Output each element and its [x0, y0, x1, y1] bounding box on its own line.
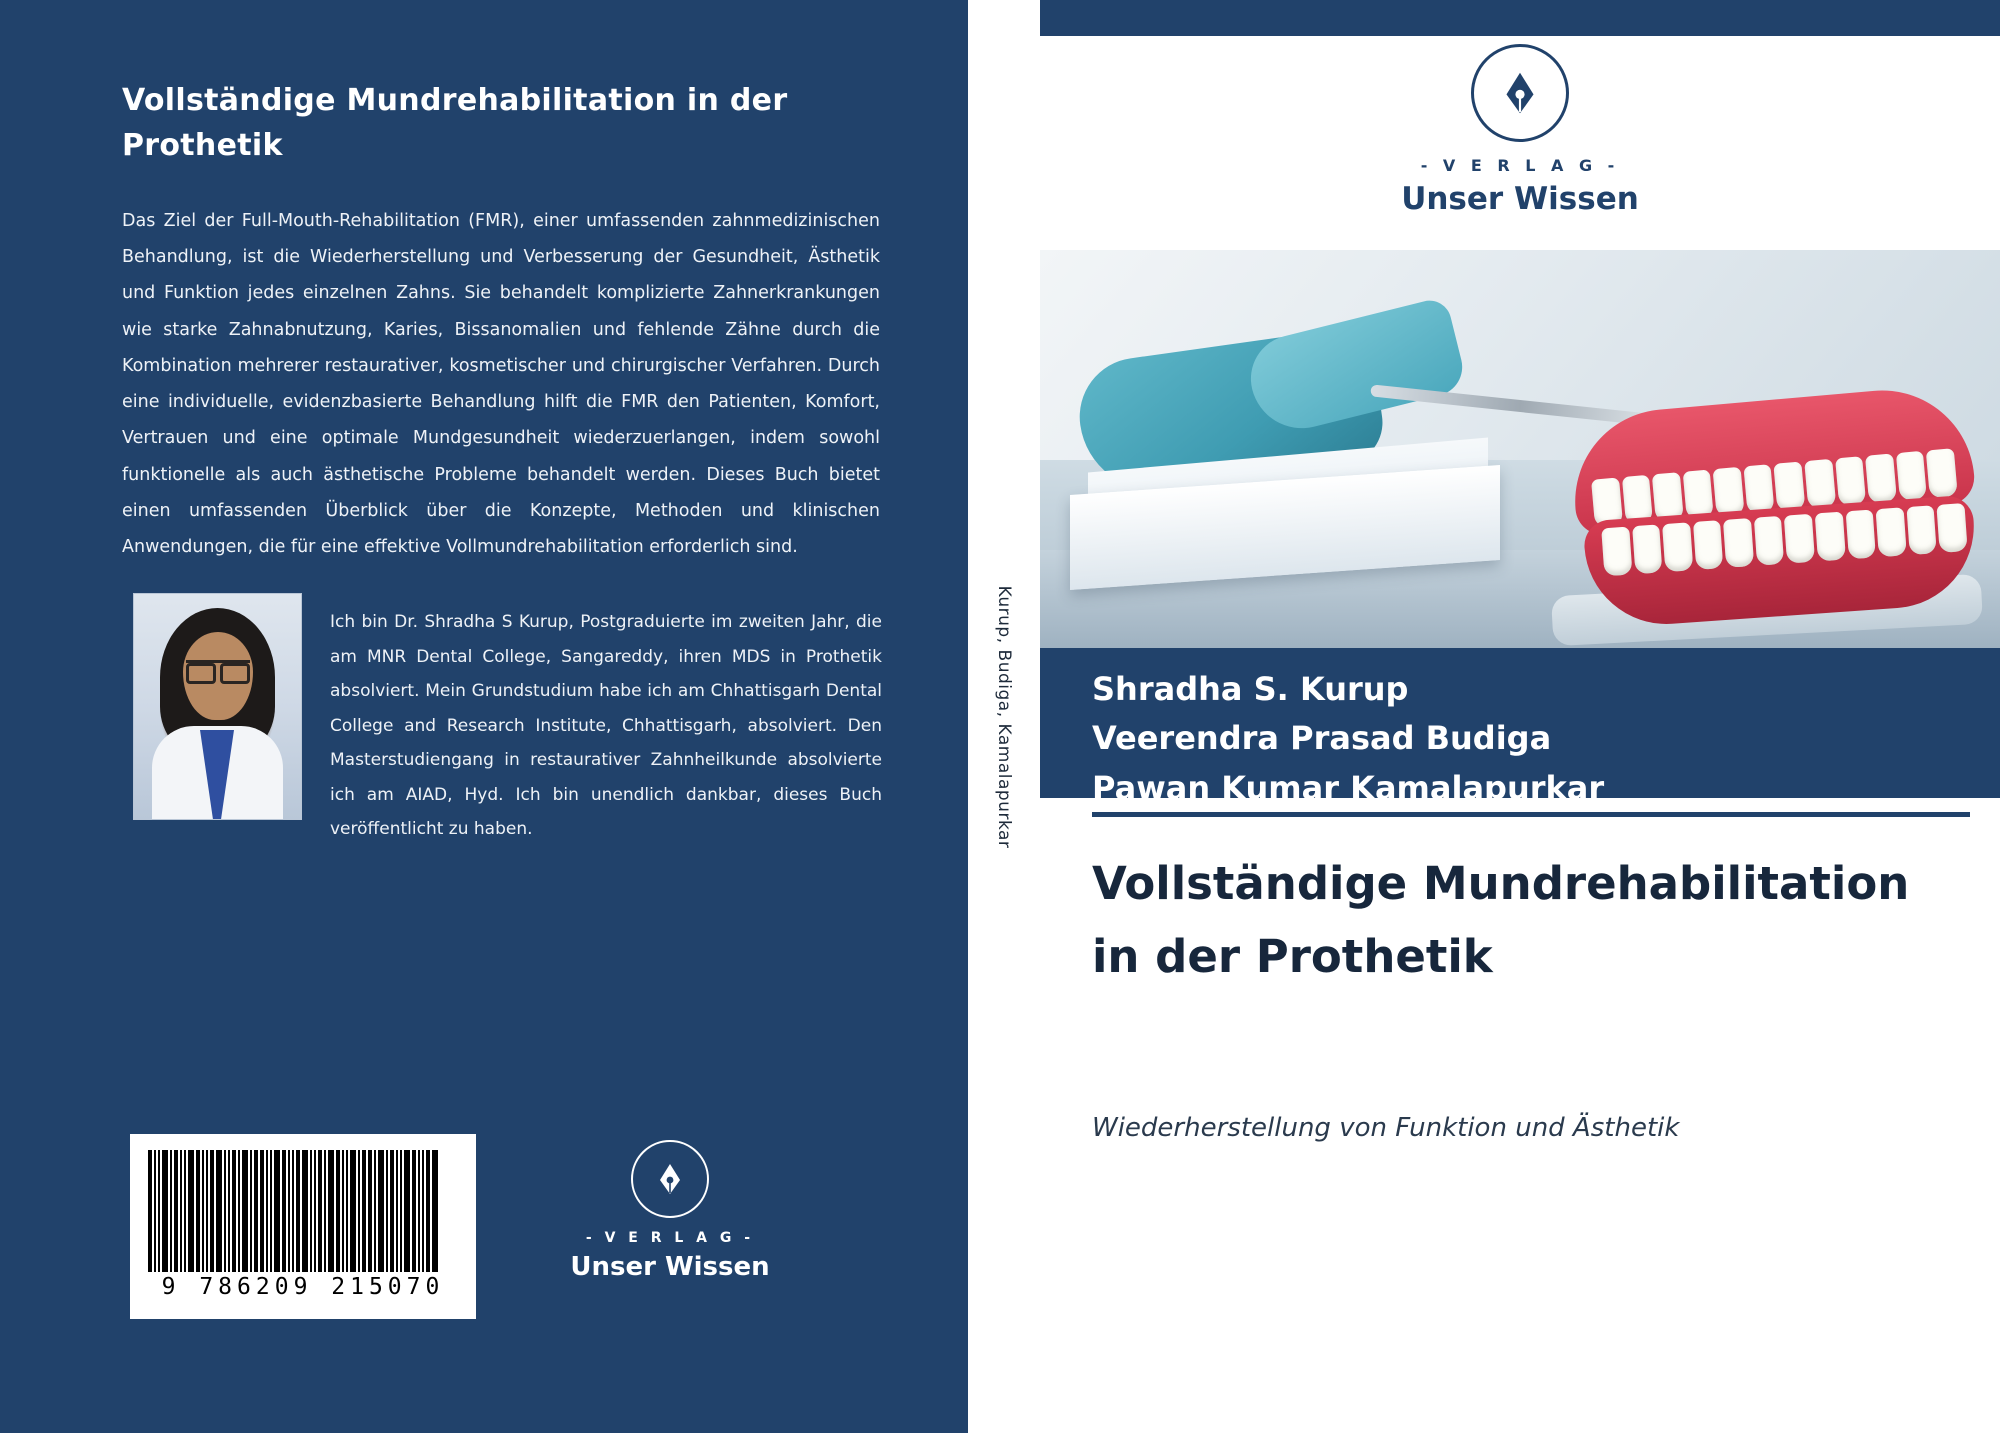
barcode-number: 9 786209 215070	[161, 1274, 445, 1300]
back-cover-description: Das Ziel der Full-Mouth-Rehabilitation (FMR), einer umfassenden zahnmedizinischen Behandlung, ist die Wiederherstellung und Verbesserung der Gesundheit, Ästhetik und Funktion jedes einzelnen Zahns. Sie behandelt komplizierte Zahnerkrankungen wie starke Zahnabnutzung, Karies, Bissanomalien und fehlende Zähne durch die Kombination mehrerer restaurativer, kosmetischer und chirurgischer Verfahren. Durch eine individuelle, evidenzbasierte Behandlung hilft die FMR den Patienten, Komfort, Vertrauen und eine optimale Mundgesundheit wiederzuerlangen, indem sowohl funktionelle als auch ästhetische Probleme behandelt werden. Dieses Buch bietet einen umfassenden Überblick über die Konzepte, Methoden und klinischen Anwendungen, die für eine effektive Vollmundrehabilitation erforderlich sind.	[122, 211, 880, 557]
publisher-name-front: Unser Wissen	[1401, 181, 1639, 217]
author-name: Pawan Kumar Kamalapurkar	[1092, 768, 1605, 807]
front-top-band	[1040, 0, 2000, 36]
front-cover-subtitle: Wiederherstellung von Funktion und Ästhetik	[1092, 1113, 1680, 1143]
barcode	[130, 1134, 476, 1319]
glasses-icon	[186, 660, 250, 680]
publisher-logo-front	[1040, 44, 2000, 217]
author-photo-labcoat	[152, 726, 283, 819]
spine-authors: Kurup, Budiga, Kamalapurkar	[994, 585, 1014, 848]
publisher-name-back: Unser Wissen	[570, 1252, 770, 1282]
pen-nib-icon-front	[1497, 70, 1543, 116]
publisher-verlag-label-front: - V E R L A G -	[1420, 156, 1620, 175]
publisher-logo-back	[570, 1140, 770, 1282]
pen-nib-icon	[653, 1162, 687, 1196]
publisher-seal-icon-front	[1471, 44, 1569, 142]
denture-model	[1552, 380, 1982, 630]
author-name: Veerendra Prasad Budiga	[1092, 719, 1552, 758]
title-divider	[1092, 812, 1970, 817]
back-cover-title: Vollständige Mundrehabilitation in der Prothetik	[122, 83, 788, 163]
publisher-verlag-label: - V E R L A G -	[585, 1230, 755, 1246]
front-cover-title: Vollständige Mundrehabilitation in der Prothetik	[1092, 857, 1910, 983]
author-photo	[133, 593, 302, 820]
spine-panel	[968, 0, 1040, 1433]
author-name: Shradha S. Kurup	[1092, 670, 1409, 708]
front-cover-panel	[1040, 0, 2000, 1433]
barcode-bars	[148, 1150, 458, 1272]
author-biography: Ich bin Dr. Shradha S Kurup, Postgraduierte im zweiten Jahr, die am MNR Dental College, Sangareddy, ihren MDS in Prothetik absolviert. Mein Grundstudium habe ich am Chhattisgarh Dental College and Research Institute, Chhattisgarh, absolviert. Den Masterstudiengang in restaurativer Zahnheilkunde absolvierte ich am AIAD, Hyd. Ich bin unendlich dankbar, dieses Buch veröffentlicht zu haben.	[330, 612, 882, 839]
back-cover-panel	[0, 0, 968, 1433]
publisher-seal-icon	[631, 1140, 709, 1218]
cover-photo	[1040, 250, 2000, 648]
front-cover-authors	[1092, 665, 1972, 813]
